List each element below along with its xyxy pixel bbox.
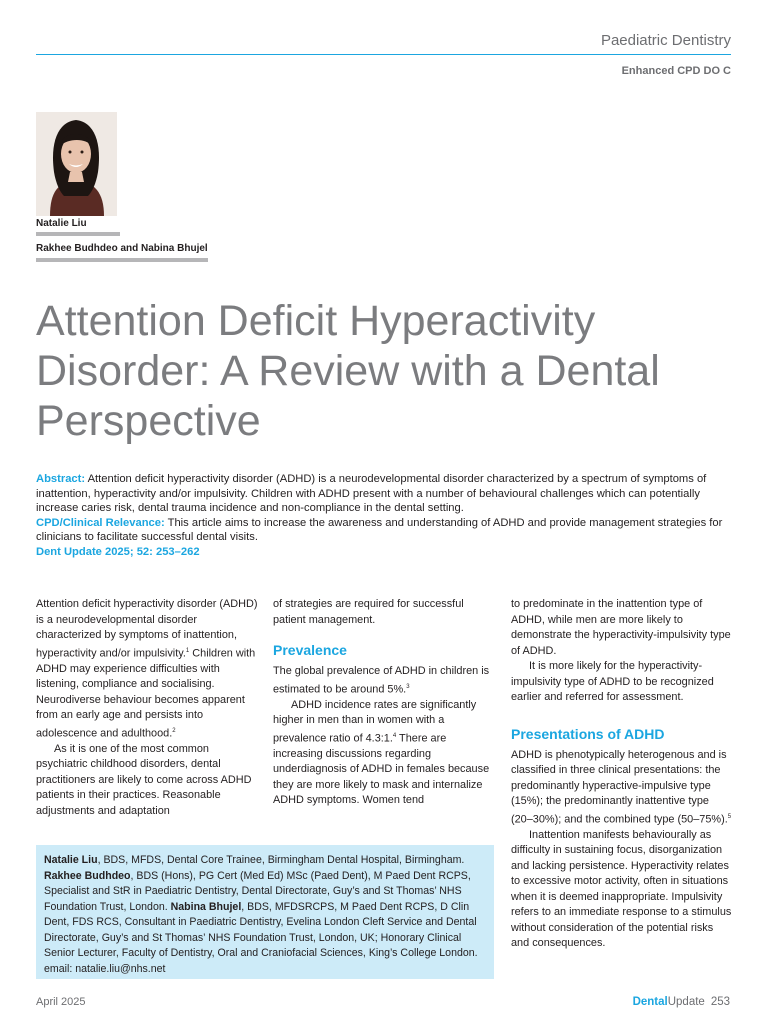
body-paragraph — [511, 748, 733, 828]
affiliation-name: Rakhee Budhdeo — [44, 869, 131, 882]
abstract-block — [36, 472, 732, 560]
abstract-paragraph — [36, 472, 732, 516]
footer-date: April 2025 — [36, 996, 86, 1008]
affiliation-name: Nabina Bhujel — [170, 900, 242, 913]
cpd-relevance-label: CPD/Clinical Relevance: — [36, 516, 165, 529]
journal-brand-update: Update — [667, 996, 705, 1008]
body-text: ADHD incidence rates are significantly higher in men than in women with a prevalence ratio of 4.3:1. — [273, 698, 477, 745]
reference-marker: 5 — [727, 813, 732, 820]
affiliation-name: Natalie Liu — [44, 854, 98, 866]
abstract-text: Attention deficit hyperactivity disorder (ADHD) is a neurodevelopmental disorder characterized by a spectrum of symptoms of inattention, hyperactivity and/or impulsivity. Children with ADHD present with a number of behavioural challenges which can potentially increase caries risk, dental trauma incidence and non-compliance in the dental setting. — [36, 473, 707, 515]
page-number: 253 — [710, 996, 730, 1008]
coauthor-names: Rakhee Budhdeo and Nabina Bhujel — [36, 243, 208, 254]
reference-marker: 1 — [185, 647, 190, 654]
body-column-1 — [36, 597, 258, 819]
body-paragraph: to predominate in the inattention type of ADHD, while men are more likely to demonstrate the hyperactivity-impulsivity type of ADHD. — [511, 598, 731, 657]
author-bar — [36, 232, 120, 236]
presentations-heading: Presentations of ADHD — [511, 725, 665, 742]
cpd-relevance-text: This article aims to increase the awareness and understanding of ADHD and provide management strategies for clinicians to facilitate successful dental visits. — [36, 516, 723, 544]
body-text: There are increasing discussions regarding underdiagnosis of ADHD in females because they are more likely to mask and internalize ADHD symptoms. Women tend — [273, 732, 490, 807]
body-text: The global prevalence of ADHD in children is estimated to be around 5%. — [273, 665, 490, 696]
author-photo — [36, 112, 117, 216]
body-paragraph — [273, 664, 495, 698]
body-paragraph: It is more likely for the hyperactivity-impulsivity type of ADHD to be recognized earlier and referred for assessment. — [511, 660, 714, 703]
abstract-label: Abstract: — [36, 473, 86, 485]
prevalence-heading: Prevalence — [273, 642, 347, 658]
section-label: Paediatric Dentistry — [600, 32, 731, 49]
journal-brand-dental: Dental — [632, 996, 668, 1008]
article-title: Attention Deficit Hyperactivity Disorder: A Review with a Dental Perspective — [36, 297, 660, 445]
author-portrait-image — [36, 112, 117, 216]
author-name: Natalie Liu — [36, 218, 87, 229]
reference-marker: 3 — [406, 683, 410, 690]
cpd-label: Enhanced CPD DO C — [621, 65, 731, 77]
body-paragraph: As it is one of the most common psychiatric childhood disorders, dental practitioners are likely to come across ADHD patients in their practices. Reasonable adjustments and adaptation — [36, 742, 252, 817]
body-column-3 — [511, 597, 733, 952]
body-paragraph: Inattention manifests behaviourally as difficulty in sustaining focus, disorganization and lacking persistence. Hyperactivity relates to excessive motor activity, often in situations when it is deemed inappropriate. Impulsivity refers to an immediate response to a stimulus without consideration of the potential risks and consequences. — [511, 828, 732, 950]
body-column-2 — [273, 597, 495, 809]
affiliations-text — [44, 853, 490, 977]
reference-marker: 4 — [392, 732, 397, 739]
affiliation-detail: , BDS, MFDS, Dental Core Trainee, Birmingham Dental Hospital, Birmingham. — [97, 854, 465, 866]
email-link[interactable]: email: natalie.liu@nhs.net — [44, 962, 166, 975]
citation: Dent Update 2025; 52: 253–262 — [36, 545, 200, 558]
body-paragraph: of strategies are required for successful patient management. — [273, 598, 464, 626]
body-paragraph — [273, 698, 495, 809]
footer-journal — [633, 996, 730, 1008]
affiliation-detail: , BDS (Hons), PG Cert (Med Ed) MSc (Paed Dent), M Paed Dent RCPS, Specialist and StR in Paediatric Dentistry, Dental Directorate, Guy’s and St Thomas’ NHS Foundation Trust, London. — [44, 869, 471, 913]
header-rule — [36, 54, 731, 55]
body-text: ADHD is phenotypically heterogenous and is classified in three clinical presentations: the predominantly hyperactive-impulsive type (15%); the predominantly inattentive type (20–30%); and the combined type (50–75%). — [511, 748, 728, 826]
reference-marker: 2 — [172, 727, 176, 734]
body-paragraph — [36, 597, 258, 742]
coauthor-bar — [36, 258, 208, 262]
body-text: Children with ADHD may experience difficulties with listening, compliance and socialising. Neurodiverse behaviour becomes apparent from an early age and persists into adolescence and adulthood. — [36, 647, 256, 740]
body-text: Attention deficit hyperactivity disorder (ADHD) is a neurodevelopmental disorder characterized by symptoms of inattention, hyperactivity and/or impulsivity. — [36, 598, 258, 660]
affiliation-detail: , BDS, MFDSRCPS, M Paed Dent RCPS, D Clin Dent, FDS RCS, Consultant in Paediatric Dentistry, Evelina London Cleft Service and Dental Directorate, Guy’s and St Thomas’ NHS Foundation Trust, London, UK; Honorary Clinical Senior Lecturer, Faculty of Dentistry, Oral and Craniofacial Sciences, King’s College London. — [44, 900, 478, 959]
cpd-relevance-paragraph — [36, 516, 732, 545]
